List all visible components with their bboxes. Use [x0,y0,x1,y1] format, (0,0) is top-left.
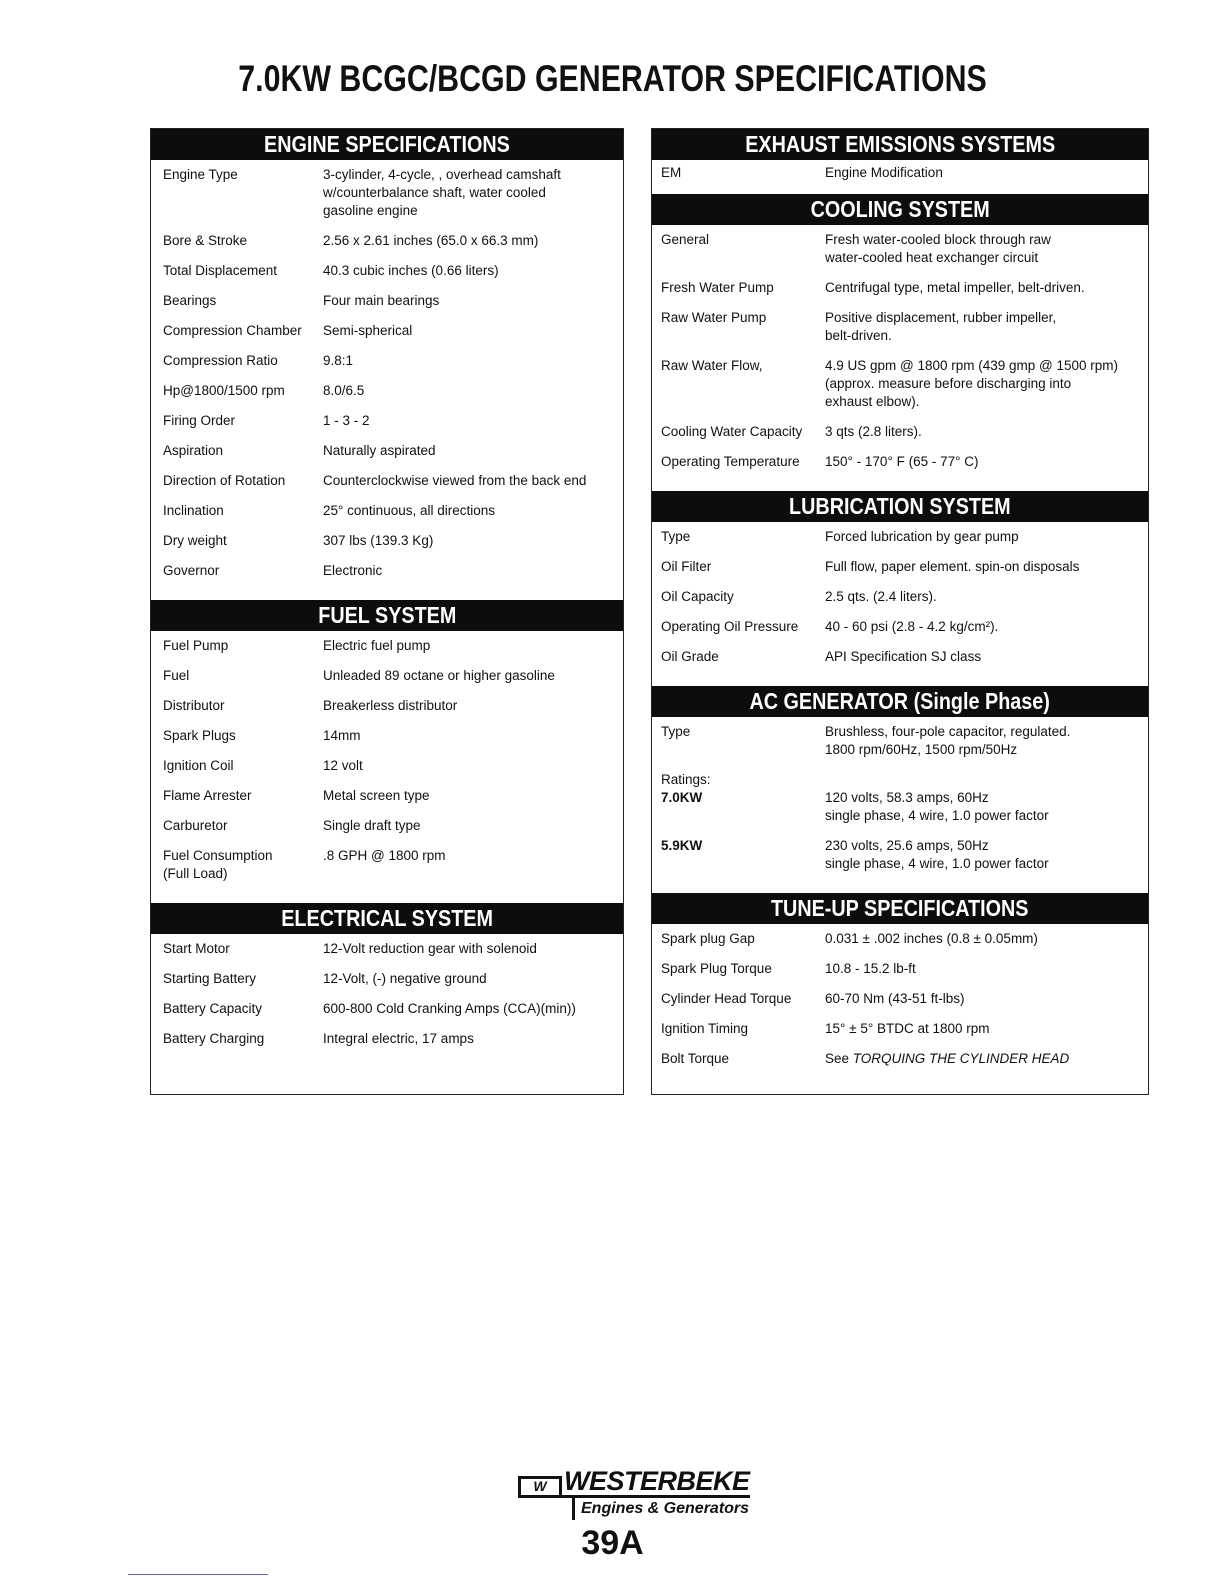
row-label: Oil Grade [661,649,719,664]
row-value: Counterclockwise viewed from the back end [323,473,587,488]
row-label: Carburetor [163,818,228,833]
row-value: Naturally aspirated [323,443,436,458]
row-value: 2.56 x 2.61 inches (65.0 x 66.3 mm) [323,233,539,248]
table-row [652,357,1148,423]
row-value: 40.3 cubic inches (0.66 liters) [323,263,499,278]
table-row [151,292,623,322]
ac-generator-table [652,717,1148,893]
row-label: Fuel Consumption (Full Load) [163,848,273,881]
table-row [652,453,1148,483]
row-value: 3-cylinder, 4-cycle, , overhead camshaft w/counterbalance shaft, water cooled gasoline engine [323,167,561,218]
row-value: 0.031 ± .002 inches (0.8 ± 0.05mm) [825,931,1038,946]
table-row [151,532,623,562]
row-value: 12-Volt, (-) negative ground [323,971,487,986]
table-row [151,637,623,667]
table-row [652,960,1148,990]
right-spec-column [651,128,1149,1095]
lubrication-system-header: LUBRICATION SYSTEM [652,491,1148,522]
row-label: Fuel [163,668,190,683]
table-row [652,990,1148,1020]
row-value: Full flow, paper element. spin-on disposals [825,559,1080,574]
left-spec-column [150,128,624,1095]
row-value: Centrifugal type, metal impeller, belt-driven. [825,280,1085,295]
row-value: 15° ± 5° BTDC at 1800 rpm [825,1021,990,1036]
row-value: 307 lbs (139.3 Kg) [323,533,434,548]
row-label: Compression Chamber [163,323,302,338]
row-label: Type [661,529,691,544]
table-row [151,940,623,970]
row-value: Semi-spherical [323,323,413,338]
table-row [151,232,623,262]
row-label: Distributor [163,698,225,713]
row-label: Flame Arrester [163,788,252,803]
row-label: Dry weight [163,533,227,548]
row-label: 5.9KW [661,838,703,853]
row-value: 9.8:1 [323,353,354,368]
table-row [151,352,623,382]
row-label: Oil Capacity [661,589,734,604]
row-value: 230 volts, 25.6 amps, 50Hz single phase, 4 wire, 1.0 power factor [825,838,1049,871]
row-label: General [661,232,710,247]
cooling-system-table [652,225,1148,491]
cooling-system-header: COOLING SYSTEM [652,194,1148,225]
table-row [652,789,1148,837]
row-value: Electronic [323,563,383,578]
page-number: 39A [581,1524,644,1562]
row-label: Cooling Water Capacity [661,424,803,439]
row-label: Starting Battery [163,971,257,986]
row-value: 10.8 - 15.2 lb-ft [825,961,916,976]
table-row [652,837,1148,885]
divider [128,1574,268,1575]
row-label: Operating Temperature [661,454,800,469]
electrical-system-header: ELECTRICAL SYSTEM [151,903,623,934]
row-value: 150° - 170° F (65 - 77° C) [825,454,979,469]
row-label: Direction of Rotation [163,473,286,488]
row-value: 120 volts, 58.3 amps, 60Hz single phase, 4 wire, 1.0 power factor [825,790,1049,823]
row-label: Bolt Torque [661,1051,730,1066]
row-value: 25° continuous, all directions [323,503,495,518]
table-row [652,528,1148,558]
table-row [151,262,623,292]
brand-tagline: Engines & Generators [572,1498,778,1520]
table-row [652,164,1148,194]
row-value: Engine Modification [825,165,943,180]
row-value: 14mm [323,728,361,743]
row-value: 4.9 US gpm @ 1800 rpm (439 gmp @ 1500 rpm) (approx. measure before discharging into exhaust elbow). [825,358,1119,409]
table-row [151,847,623,895]
row-value: 600-800 Cold Cranking Amps (CCA)(min)) [323,1001,576,1016]
fuel-system-table [151,631,623,903]
row-label: Spark Plugs [163,728,236,743]
table-row [151,472,623,502]
row-label: Cylinder Head Torque [661,991,792,1006]
row-value: 3 qts (2.8 liters). [825,424,922,439]
row-value: Metal screen type [323,788,430,803]
ac-generator-header: AC GENERATOR (Single Phase) [652,686,1148,717]
table-row [151,502,623,532]
table-row [151,322,623,352]
table-row [652,723,1148,771]
tune-up-specifications-header: TUNE-UP SPECIFICATIONS [652,893,1148,924]
row-label: Hp@1800/1500 rpm [163,383,285,398]
table-row [151,562,623,592]
row-label: Battery Charging [163,1031,265,1046]
row-label: Spark plug Gap [661,931,755,946]
row-label: Raw Water Flow, [661,358,763,373]
row-label: Start Motor [163,941,230,956]
table-row [151,817,623,847]
row-label: Operating Oil Pressure [661,619,799,634]
row-label: Engine Type [163,167,238,182]
table-row [151,382,623,412]
row-value: .8 GPH @ 1800 rpm [323,848,446,863]
table-row [652,930,1148,960]
row-value: 12-Volt reduction gear with solenoid [323,941,537,956]
table-row [652,588,1148,618]
row-value [825,1050,1148,1080]
table-row [652,231,1148,279]
row-value: Breakerless distributor [323,698,458,713]
brand-name: WESTERBEKE [564,1466,750,1496]
row-label: Spark Plug Torque [661,961,772,976]
exhaust-emissions-header: EXHAUST EMISSIONS SYSTEMS [652,129,1148,160]
electrical-system-table [151,934,623,1068]
ratings-label: Ratings: [661,772,711,787]
row-value: Electric fuel pump [323,638,431,653]
table-row [652,423,1148,453]
row-value: Fresh water-cooled block through raw water-cooled heat exchanger circuit [825,232,1051,265]
fuel-system-header: FUEL SYSTEM [151,600,623,631]
row-value: Single draft type [323,818,421,833]
table-row [151,970,623,1000]
row-value: Unleaded 89 octane or higher gasoline [323,668,555,683]
row-value: 60-70 Nm (43-51 ft-lbs) [825,991,965,1006]
table-row [151,1030,623,1060]
table-row [652,1020,1148,1050]
table-row [151,412,623,442]
row-label: Compression Ratio [163,353,278,368]
table-row [151,1000,623,1030]
row-label: Fresh Water Pump [661,280,774,295]
row-value: Forced lubrication by gear pump [825,529,1019,544]
table-row [151,787,623,817]
table-row [652,1050,1148,1080]
row-label: Aspiration [163,443,224,458]
row-label: Oil Filter [661,559,712,574]
row-label: Ignition Coil [163,758,234,773]
row-label: Inclination [163,503,224,518]
row-label: Raw Water Pump [661,310,767,325]
bolt-torque-prefix: See [825,1051,853,1066]
row-label: Type [661,724,691,739]
row-value: Positive displacement, rubber impeller, belt-driven. [825,310,1057,343]
row-label: Governor [163,563,220,578]
row-value: Integral electric, 17 amps [323,1031,474,1046]
tune-up-specifications-table [652,924,1148,1088]
row-value: 40 - 60 psi (2.8 - 4.2 kg/cm²). [825,619,999,634]
row-label: Total Displacement [163,263,278,278]
engine-specifications-table [151,160,623,600]
cylinder-head-reference: TORQUING THE CYLINDER HEAD [852,1051,1070,1066]
table-row [151,442,623,472]
table-row [652,618,1148,648]
row-value: 2.5 qts. (2.4 liters). [825,589,937,604]
row-label: Ignition Timing [661,1021,749,1036]
table-row [151,757,623,787]
row-label: EM [661,165,682,180]
exhaust-emissions-table [652,160,1148,194]
row-label: Firing Order [163,413,236,428]
table-row [151,697,623,727]
table-row [652,309,1148,357]
row-value: 1 - 3 - 2 [323,413,370,428]
row-label: Battery Capacity [163,1001,263,1016]
row-label: Bore & Stroke [163,233,248,248]
table-row [652,648,1148,678]
row-label: 7.0KW [661,790,703,805]
row-value: Four main bearings [323,293,440,308]
table-row [652,279,1148,309]
row-value: API Specification SJ class [825,649,982,664]
table-row [151,727,623,757]
table-row [652,558,1148,588]
westerbeke-logo [518,1468,778,1520]
row-value: 8.0/6.5 [323,383,365,398]
row-value: 12 volt [323,758,363,773]
row-value: Brushless, four-pole capacitor, regulated. 1800 rpm/60Hz, 1500 rpm/50Hz [825,724,1071,757]
page-title: 7.0KW BCGC/BCGD GENERATOR SPECIFICATIONS [238,58,987,99]
logo-mark-icon: W [518,1476,562,1498]
engine-specifications-header: ENGINE SPECIFICATIONS [151,129,623,160]
row-label: Bearings [163,293,217,308]
table-row [151,667,623,697]
table-row [151,166,623,232]
lubrication-system-table [652,522,1148,686]
row-label: Fuel Pump [163,638,229,653]
